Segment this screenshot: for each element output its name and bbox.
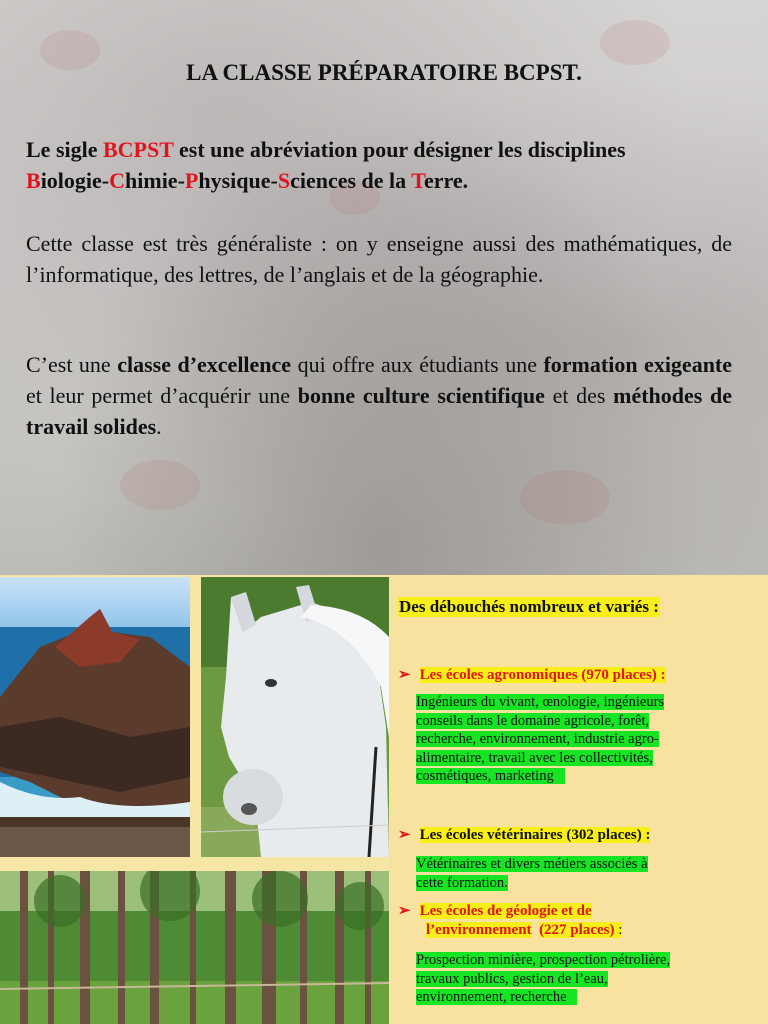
description-line: cette formation. xyxy=(416,874,508,891)
text: qui offre aux étudiants une xyxy=(291,352,544,377)
rock-coast-photo xyxy=(0,577,190,857)
emphasis: méthodes de travail solides xyxy=(26,383,733,439)
emphasis: classe d’excellence xyxy=(117,352,292,377)
description-line: Vétérinaires et divers métiers associés à xyxy=(416,856,648,872)
white-horse-photo xyxy=(201,577,389,857)
excellence-paragraph xyxy=(26,349,732,442)
debouche-label: Les écoles agronomiques (970 places) : xyxy=(419,667,666,683)
debouches-panel xyxy=(390,575,768,1024)
discipline: ciences de la xyxy=(290,168,412,193)
description-line: environnement, recherche xyxy=(416,989,567,1005)
discipline: himie- xyxy=(125,168,185,193)
acronym-letter: B xyxy=(26,168,41,193)
emphasis: formation exigeante xyxy=(543,352,733,377)
forest-photo xyxy=(0,871,389,1024)
debouche-label: Les écoles de géologie et de xyxy=(419,903,592,919)
debouche-description xyxy=(416,693,664,786)
debouche-label: (227 places) xyxy=(539,922,615,938)
arrow-bullet-icon: ➢ xyxy=(398,667,411,683)
description-line: cosmétiques, marketing xyxy=(416,768,554,784)
acronym-letter: S xyxy=(277,168,291,193)
description-line: recherche, environnement, industrie agro- xyxy=(416,731,659,747)
debouche-item-agronomie xyxy=(398,665,666,684)
background-poppy xyxy=(120,460,200,510)
text: . xyxy=(156,414,162,439)
acronym-letter: T xyxy=(411,168,424,193)
debouche-item-geologie xyxy=(398,902,622,940)
debouche-description xyxy=(416,951,670,1007)
arrow-bullet-icon: ➢ xyxy=(398,903,411,919)
debouche-label: Les écoles vétérinaires (302 places) : xyxy=(419,827,651,843)
description-line: travaux publics, gestion de l’eau, xyxy=(416,970,608,987)
debouche-item-veterinaire xyxy=(398,825,650,844)
debouches-heading: Des débouchés nombreux et variés : xyxy=(399,597,659,616)
description-line: Ingénieurs du vivant, œnologie, ingénieurs xyxy=(416,694,665,710)
description-line: Prospection minière, prospection pétrolière, xyxy=(416,952,671,968)
intro-text: est une abréviation pour désigner les disciplines xyxy=(173,137,626,162)
text: et leur permet d’acquérir une xyxy=(26,383,298,408)
discipline: iologie- xyxy=(40,168,110,193)
intro-paragraph xyxy=(26,134,732,196)
acronym-letter: P xyxy=(184,168,199,193)
description-line: alimentaire, travail avec les collectivités, xyxy=(416,749,653,766)
generalist-paragraph: Cette classe est très généraliste : on y enseigne aussi des mathématiques, de l’informatique, des lettres, de l’anglais et de la géographie. xyxy=(26,231,732,287)
debouche-label: l’environnement xyxy=(426,922,532,938)
description-line: conseils dans le domaine agricole, forêt, xyxy=(416,712,650,729)
discipline: erre. xyxy=(423,168,469,193)
background-poppy xyxy=(600,20,670,65)
acronym-letter: C xyxy=(109,168,126,193)
debouche-description xyxy=(416,855,648,892)
emphasis: bonne culture scientifique xyxy=(297,383,545,408)
acronym: BCPST xyxy=(103,137,174,162)
background-poppy xyxy=(520,470,610,525)
arrow-bullet-icon: ➢ xyxy=(398,827,411,843)
text: et des xyxy=(544,383,614,408)
debouche-label: : xyxy=(614,922,623,938)
text: C’est une xyxy=(26,352,118,377)
intro-text: Le sigle xyxy=(26,137,103,162)
page-title: LA CLASSE PRÉPARATOIRE BCPST. xyxy=(186,60,582,85)
discipline: hysique- xyxy=(198,168,278,193)
